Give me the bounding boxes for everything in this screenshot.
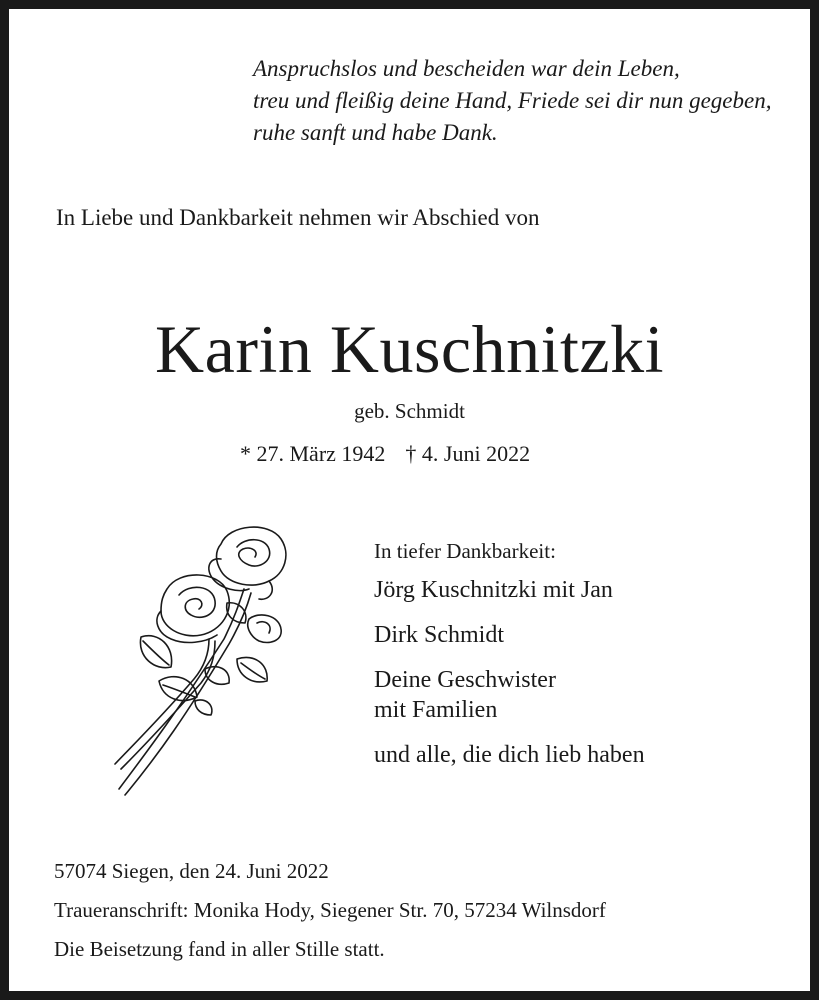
mourners-heading: In tiefer Dankbarkeit: (374, 539, 556, 563)
poem-line-1: Anspruchslos und bescheiden war dein Leben, (253, 56, 680, 81)
deceased-name: Karin Kuschnitzki (155, 311, 664, 387)
place-date: 57074 Siegen, den 24. Juni 2022 (54, 859, 329, 883)
intro-text: In Liebe und Dankbarkeit nehmen wir Abschied von (56, 205, 540, 230)
rose-illustration-icon (109, 519, 299, 799)
mourners-list (374, 537, 804, 770)
poem (253, 53, 813, 149)
burial-note: Die Beisetzung fand in aller Stille statt. (54, 937, 385, 961)
mourner-line: mit Familien (374, 697, 498, 723)
birth-date: * 27. März 1942 (240, 441, 386, 466)
mourner-line: Deine Geschwister (374, 667, 556, 693)
death-date: † 4. Juni 2022 (405, 441, 531, 466)
poem-line-2: treu und fleißig deine Hand, Friede sei dir nun gegeben, (253, 88, 772, 113)
maiden-name: geb. Schmidt (354, 399, 465, 423)
footer (54, 852, 804, 969)
mourning-address: Traueranschrift: Monika Hody, Siegener Str. 70, 57234 Wilnsdorf (54, 898, 606, 922)
mourner-line: und alle, die dich lieb haben (374, 742, 645, 768)
poem-line-3: ruhe sanft und habe Dank. (253, 120, 498, 145)
life-dates (240, 441, 530, 467)
mourner-line: Jörg Kuschnitzki mit Jan (374, 577, 613, 603)
mourner-line: Dirk Schmidt (374, 622, 504, 648)
